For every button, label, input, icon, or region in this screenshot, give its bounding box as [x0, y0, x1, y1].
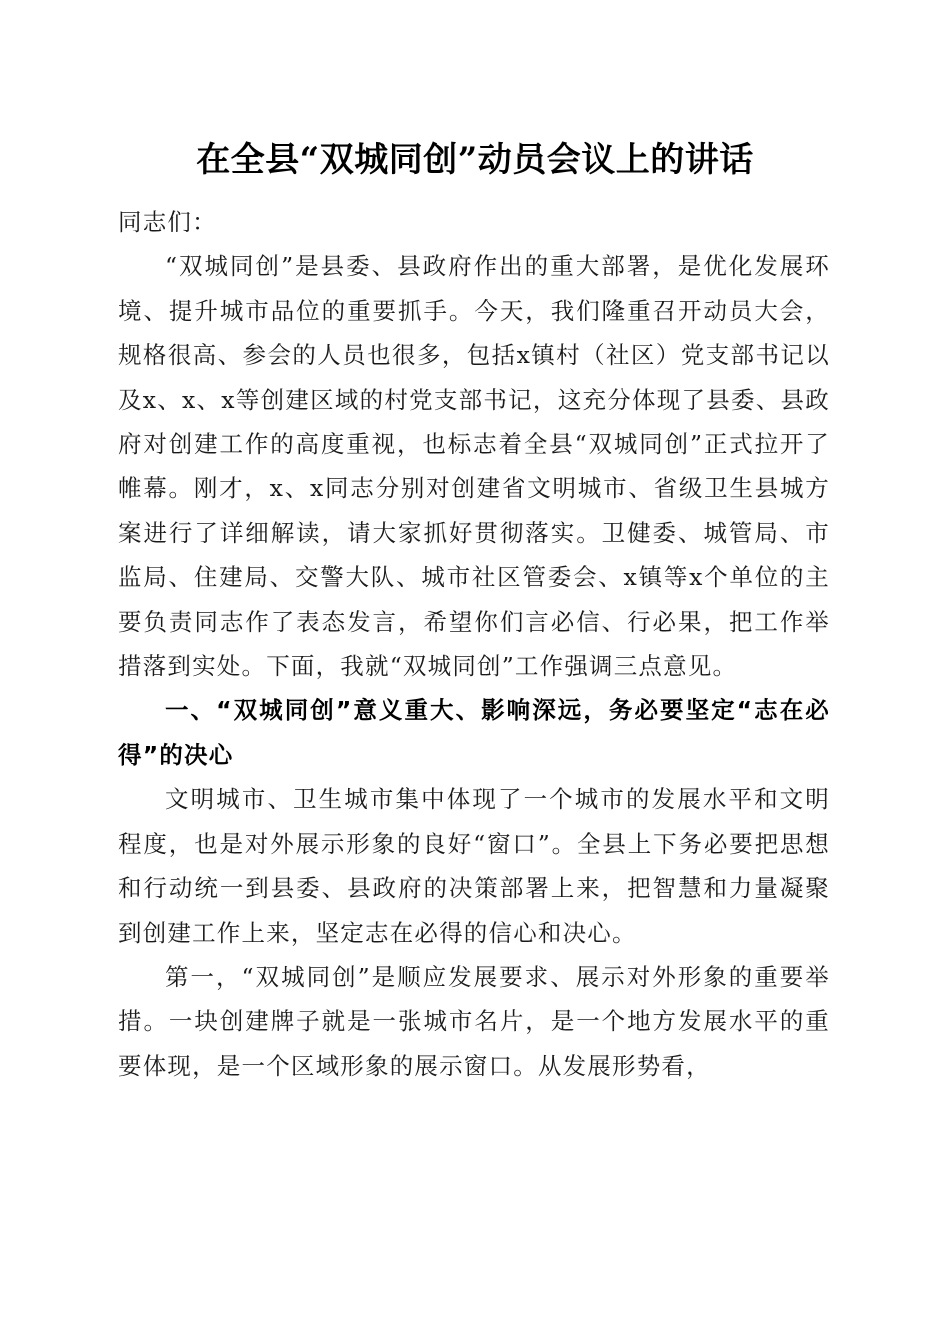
section-heading-1: 一、“双城同创”意义重大、影响深远，务必要坚定“志在必得”的决心: [118, 696, 830, 769]
document-title: 在全县“双城同创”动员会议上的讲话: [196, 140, 754, 180]
salutation: 同志们：: [118, 208, 217, 236]
paragraph-section-1-intro: 文明城市、卫生城市集中体现了一个城市的发展水平和文明程度，也是对外展示形象的良好“窗口”。全县上下务必要把思想和行动统一到县委、县政府的决策部署上来，把智慧和力量凝聚到创建工作上来，坚定志在必得的信心和决心。: [118, 785, 830, 947]
document-body: [118, 200, 830, 1088]
paragraph-intro: “双城同创”是县委、县政府作出的重大部署，是优化发展环境、提升城市品位的重要抓手。今天，我们隆重召开动员大会，规格很高、参会的人员也很多，包括x镇村（社区）党支部书记以及x、x、x等创建区域的村党支部书记，这充分体现了县委、县政府对创建工作的高度重视，也标志着全县“双城同创”正式拉开了帷幕。刚才，x、x同志分别对创建省文明城市、省级卫生县城方案进行了详细解读，请大家抓好贯彻落实。卫健委、城管局、市监局、住建局、交警大队、城市社区管委会、x镇等x个单位的主要负责同志作了表态发言，希望你们言必信、行必果，把工作举措落到实处。下面，我就“双城同创”工作强调三点意见。: [118, 252, 830, 681]
paragraph-point-1: 第一，“双城同创”是顺应发展要求、展示对外形象的重要举措。一块创建牌子就是一张城市名片，是一个地方发展水平的重要体现，是一个区域形象的展示窗口。从发展形势看，: [118, 962, 830, 1080]
